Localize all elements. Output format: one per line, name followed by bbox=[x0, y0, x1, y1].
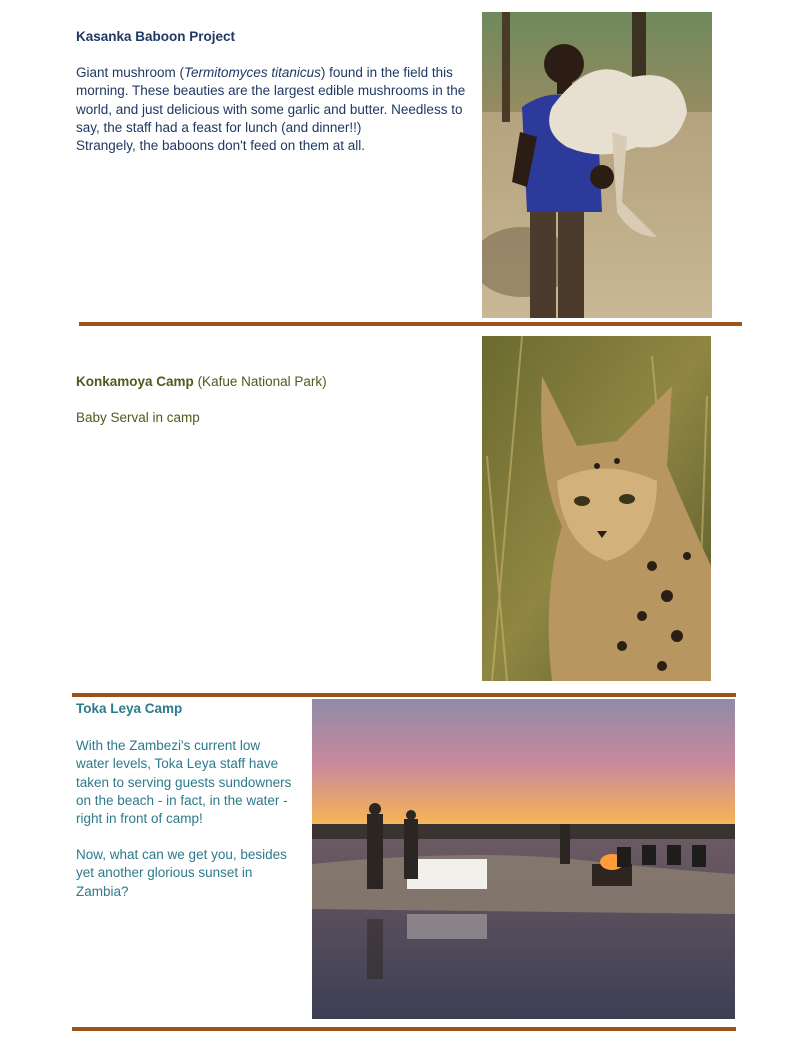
kasanka-body-pre: Giant mushroom ( bbox=[76, 65, 185, 80]
baby-serval-photo bbox=[482, 336, 711, 681]
toka-leya-para-1: With the Zambezi's current low water levels, Toka Leya staff have taken to serving guests sundowners on the beach - in fact, in the water - right in front of camp! bbox=[76, 738, 292, 827]
section-divider-1 bbox=[79, 322, 742, 326]
sundowners-sunset-photo bbox=[312, 699, 735, 1019]
section-divider-3 bbox=[72, 1027, 736, 1031]
konkamoya-subtitle: (Kafue National Park) bbox=[197, 374, 327, 389]
toka-leya-title: Toka Leya Camp bbox=[76, 701, 183, 716]
kasanka-body-line2: Strangely, the baboons don't feed on them at all. bbox=[76, 138, 366, 154]
konkamoya-title-line bbox=[76, 374, 327, 389]
toka-leya-para-2: Now, what can we get you, besides yet another glorious sunset in Zambia? bbox=[76, 847, 287, 899]
konkamoya-title: Konkamoya Camp bbox=[76, 374, 194, 389]
kasanka-title: Kasanka Baboon Project bbox=[76, 29, 236, 44]
kasanka-body-post: ) found in the field this morning. These beauties are the largest edible mushrooms in the world, and just delicious with some garlic and butter. Needless to say, the staff had a feast for lunch (and dinner!!) bbox=[76, 65, 466, 135]
kasanka-body bbox=[76, 64, 474, 155]
man-holding-giant-mushroom-photo bbox=[482, 12, 712, 318]
kasanka-body-species: Termitomyces titanicus bbox=[184, 65, 321, 80]
section-divider-2 bbox=[72, 693, 736, 697]
konkamoya-body: Baby Serval in camp bbox=[76, 410, 200, 425]
